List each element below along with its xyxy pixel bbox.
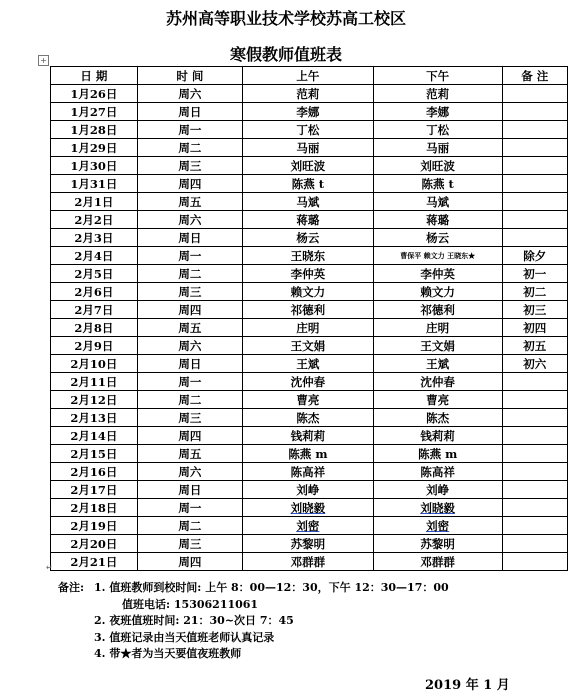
morning-cell: 李娜 <box>242 103 373 121</box>
morning-cell: 苏黎明 <box>242 535 373 553</box>
remark-cell <box>502 211 567 229</box>
weekday-cell: 周三 <box>137 157 242 175</box>
date-cell: 2月4日 <box>51 247 138 265</box>
school-name: 苏州高等职业技术学校苏高工校区 <box>165 9 406 28</box>
footer-date: 2019 年 1 月 <box>425 678 510 693</box>
weekday-cell: 周六 <box>137 211 242 229</box>
afternoon-cell: 祁德利 <box>373 301 502 319</box>
afternoon-cell: 蒋璐 <box>373 211 502 229</box>
date-cell: 2月20日 <box>51 535 138 553</box>
afternoon-cell: 刘峥 <box>373 481 502 499</box>
table-row <box>51 175 568 193</box>
table-row <box>51 229 568 247</box>
morning-cell: 刘密 <box>242 517 373 535</box>
afternoon-cell: 刘密 <box>373 517 502 535</box>
remark-cell <box>502 463 567 481</box>
date-cell: 2月18日 <box>51 499 138 517</box>
date-cell: 2月12日 <box>51 391 138 409</box>
table-header-row <box>51 67 568 85</box>
note-3: 3. 值班记录由当天值班老师认真记录 <box>94 630 275 644</box>
weekday-cell: 周四 <box>137 301 242 319</box>
date-cell: 2月15日 <box>51 445 138 463</box>
morning-cell: 马丽 <box>242 139 373 157</box>
morning-cell: 马斌 <box>242 193 373 211</box>
morning-cell: 赖文力 <box>242 283 373 301</box>
table-row <box>51 139 568 157</box>
weekday-cell: 周一 <box>137 499 242 517</box>
morning-cell: 曹亮 <box>242 391 373 409</box>
date-cell: 2月21日 <box>51 553 138 571</box>
afternoon-cell: 陈高祥 <box>373 463 502 481</box>
weekday-cell: 周一 <box>137 247 242 265</box>
afternoon-cell: 刘晓毅 <box>373 499 502 517</box>
page-title: 寒假教师值班表 <box>229 45 342 64</box>
weekday-cell: 周日 <box>137 481 242 499</box>
weekday-cell: 周二 <box>137 517 242 535</box>
weekday-cell: 周一 <box>137 121 242 139</box>
remark-cell <box>502 445 567 463</box>
morning-cell: 蒋璐 <box>242 211 373 229</box>
notes-label: 备注: <box>58 581 85 594</box>
table-row <box>51 337 568 355</box>
table-row <box>51 211 568 229</box>
table-row <box>51 193 568 211</box>
weekday-cell: 周三 <box>137 535 242 553</box>
weekday-cell: 周六 <box>137 463 242 481</box>
note-4: 4. 带★者为当天要值夜班教师 <box>94 647 242 660</box>
weekday-cell: 周六 <box>137 85 242 103</box>
remark-cell <box>502 427 567 445</box>
duty-table <box>50 66 568 571</box>
remark-cell: 初一 <box>502 265 567 283</box>
date-cell: 2月9日 <box>51 337 138 355</box>
afternoon-cell: 陈燕 t <box>373 175 502 193</box>
morning-cell: 王文娟 <box>242 337 373 355</box>
weekday-cell: 周日 <box>137 103 242 121</box>
afternoon-cell: 马丽 <box>373 139 502 157</box>
date-cell: 1月29日 <box>51 139 138 157</box>
morning-cell: 陈燕 t <box>242 175 373 193</box>
date-cell: 2月3日 <box>51 229 138 247</box>
paragraph-mark: ↵ <box>46 563 53 572</box>
weekday-cell: 周二 <box>137 391 242 409</box>
afternoon-cell: 李仲英 <box>373 265 502 283</box>
date-cell: 2月16日 <box>51 463 138 481</box>
table-row <box>51 445 568 463</box>
date-cell: 2月5日 <box>51 265 138 283</box>
afternoon-cell: 李娜 <box>373 103 502 121</box>
weekday-cell: 周四 <box>137 175 242 193</box>
weekday-cell: 周三 <box>137 409 242 427</box>
morning-cell: 刘晓毅 <box>242 499 373 517</box>
remark-cell <box>502 517 567 535</box>
table-row <box>51 103 568 121</box>
weekday-cell: 周二 <box>137 139 242 157</box>
notes-section <box>58 580 449 663</box>
remark-cell <box>502 535 567 553</box>
afternoon-cell: 苏黎明 <box>373 535 502 553</box>
table-row <box>51 535 568 553</box>
weekday-cell: 周二 <box>137 265 242 283</box>
table-row <box>51 427 568 445</box>
morning-cell: 王斌 <box>242 355 373 373</box>
table-row <box>51 157 568 175</box>
table-row <box>51 355 568 373</box>
morning-cell: 陈燕 m <box>242 445 373 463</box>
date-cell: 1月28日 <box>51 121 138 139</box>
morning-cell: 丁松 <box>242 121 373 139</box>
remark-cell: 除夕 <box>502 247 567 265</box>
header-morning: 上午 <box>242 67 373 85</box>
afternoon-cell: 王文娟 <box>373 337 502 355</box>
date-cell: 2月19日 <box>51 517 138 535</box>
table-row <box>51 247 568 265</box>
table-row <box>51 463 568 481</box>
morning-cell: 沈仲春 <box>242 373 373 391</box>
weekday-cell: 周五 <box>137 193 242 211</box>
remark-cell: 初六 <box>502 355 567 373</box>
table-row <box>51 517 568 535</box>
table-row <box>51 319 568 337</box>
weekday-cell: 周三 <box>137 283 242 301</box>
note-2: 2. 夜班值班时间: 21：30~次日 7：45 <box>94 614 294 627</box>
remark-cell: 初二 <box>502 283 567 301</box>
afternoon-cell: 沈仲春 <box>373 373 502 391</box>
table-row <box>51 265 568 283</box>
afternoon-cell: 王斌 <box>373 355 502 373</box>
remark-cell <box>502 175 567 193</box>
morning-cell: 祁德利 <box>242 301 373 319</box>
table-row <box>51 85 568 103</box>
morning-cell: 钱莉莉 <box>242 427 373 445</box>
header-remark: 备 注 <box>502 67 567 85</box>
morning-cell: 李仲英 <box>242 265 373 283</box>
remark-cell <box>502 139 567 157</box>
remark-cell <box>502 85 567 103</box>
afternoon-cell: 曹保平 赖文力 王晓东★ <box>373 247 502 265</box>
morning-cell: 刘旺波 <box>242 157 373 175</box>
date-cell: 1月30日 <box>51 157 138 175</box>
date-cell: 2月8日 <box>51 319 138 337</box>
weekday-cell: 周日 <box>137 355 242 373</box>
note-phone: 值班电话: 15306211061 <box>122 597 259 611</box>
remark-cell: 初五 <box>502 337 567 355</box>
weekday-cell: 周五 <box>137 319 242 337</box>
date-cell: 2月14日 <box>51 427 138 445</box>
afternoon-cell: 曹亮 <box>373 391 502 409</box>
header-afternoon: 下午 <box>373 67 502 85</box>
afternoon-cell: 杨云 <box>373 229 502 247</box>
table-row <box>51 301 568 319</box>
table-row <box>51 499 568 517</box>
remark-cell: 初三 <box>502 301 567 319</box>
date-cell: 2月6日 <box>51 283 138 301</box>
table-row <box>51 391 568 409</box>
morning-cell: 庄明 <box>242 319 373 337</box>
remark-cell <box>502 103 567 121</box>
date-cell: 2月17日 <box>51 481 138 499</box>
date-cell: 1月27日 <box>51 103 138 121</box>
header-time: 时 间 <box>137 67 242 85</box>
afternoon-cell: 赖文力 <box>373 283 502 301</box>
table-row <box>51 373 568 391</box>
remark-cell <box>502 157 567 175</box>
table-row <box>51 553 568 571</box>
afternoon-cell: 庄明 <box>373 319 502 337</box>
remark-cell <box>502 481 567 499</box>
date-cell: 1月26日 <box>51 85 138 103</box>
remark-cell <box>502 121 567 139</box>
remark-cell <box>502 373 567 391</box>
date-cell: 1月31日 <box>51 175 138 193</box>
weekday-cell: 周四 <box>137 427 242 445</box>
date-cell: 2月7日 <box>51 301 138 319</box>
date-cell: 2月13日 <box>51 409 138 427</box>
afternoon-cell: 刘旺波 <box>373 157 502 175</box>
move-anchor-icon[interactable]: + <box>38 55 49 66</box>
remark-cell <box>502 409 567 427</box>
date-cell: 2月2日 <box>51 211 138 229</box>
date-cell: 2月1日 <box>51 193 138 211</box>
remark-cell <box>502 553 567 571</box>
afternoon-cell: 陈杰 <box>373 409 502 427</box>
morning-cell: 刘峥 <box>242 481 373 499</box>
morning-cell: 王晓东 <box>242 247 373 265</box>
weekday-cell: 周四 <box>137 553 242 571</box>
remark-cell <box>502 229 567 247</box>
weekday-cell: 周五 <box>137 445 242 463</box>
afternoon-cell: 邓群群 <box>373 553 502 571</box>
weekday-cell: 周六 <box>137 337 242 355</box>
morning-cell: 杨云 <box>242 229 373 247</box>
header-date: 日 期 <box>51 67 138 85</box>
remark-cell <box>502 391 567 409</box>
morning-cell: 陈高祥 <box>242 463 373 481</box>
afternoon-cell: 钱莉莉 <box>373 427 502 445</box>
morning-cell: 邓群群 <box>242 553 373 571</box>
table-row <box>51 409 568 427</box>
date-cell: 2月10日 <box>51 355 138 373</box>
table-row <box>51 121 568 139</box>
morning-cell: 范莉 <box>242 85 373 103</box>
note-1: 1. 值班教师到校时间: 上午 8：00—12：30，下午 12：30—17：00 <box>94 581 449 594</box>
weekday-cell: 周日 <box>137 229 242 247</box>
remark-cell <box>502 193 567 211</box>
afternoon-cell: 陈燕 m <box>373 445 502 463</box>
weekday-cell: 周一 <box>137 373 242 391</box>
date-cell: 2月11日 <box>51 373 138 391</box>
table-row <box>51 283 568 301</box>
table-row <box>51 481 568 499</box>
afternoon-cell: 范莉 <box>373 85 502 103</box>
afternoon-cell: 马斌 <box>373 193 502 211</box>
remark-cell <box>502 499 567 517</box>
morning-cell: 陈杰 <box>242 409 373 427</box>
remark-cell: 初四 <box>502 319 567 337</box>
afternoon-cell: 丁松 <box>373 121 502 139</box>
